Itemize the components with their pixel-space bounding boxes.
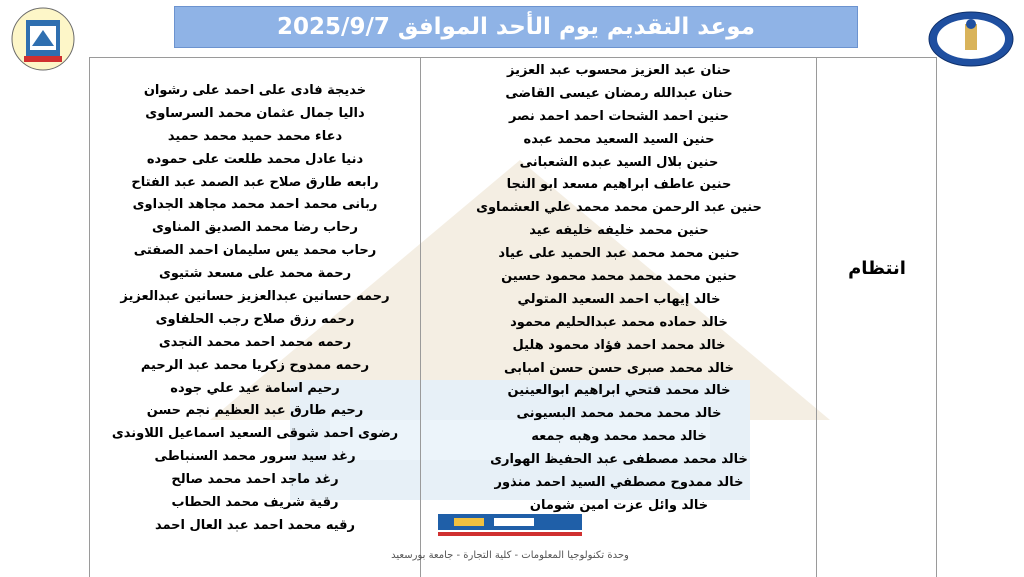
column-divider bbox=[816, 58, 817, 577]
faculty-logo bbox=[927, 10, 1015, 68]
student-name: حنين احمد الشحات احمد احمد نصر bbox=[508, 108, 730, 124]
student-name: رحمه رزق صلاح رجب الحلفاوى bbox=[155, 311, 355, 327]
student-name: رغد سيد سرور محمد السنباطى bbox=[154, 449, 356, 465]
student-name: رحمه حسانين عبدالعزيز حسانين عبدالعزيز bbox=[120, 289, 390, 305]
student-name: خالد محمد فتحي ابراهيم ابوالعينين bbox=[507, 383, 731, 399]
column-divider bbox=[420, 58, 421, 577]
header-bar bbox=[174, 6, 858, 48]
student-name: رحمه محمد احمد محمد النجدى bbox=[158, 334, 352, 350]
header-title: موعد التقديم يوم الأحد الموافق 2025/9/7 bbox=[277, 14, 755, 40]
student-name: خالد محمد محمد محمد البسيونى bbox=[516, 406, 722, 422]
footer-text: وحدة تكنولوجيا المعلومات - كلية التجارة - جامعة بورسعيد bbox=[391, 550, 629, 561]
student-name: رقية شريف محمد الحطاب bbox=[171, 495, 339, 511]
student-name: خديجة فادى على احمد على رشوان bbox=[143, 83, 367, 98]
student-name: دنيا عادل محمد طلعت على حموده bbox=[146, 151, 364, 167]
student-name: رحاب محمد يس سليمان احمد الصفتى bbox=[133, 243, 377, 259]
student-name: ربانى محمد احمد محمد مجاهد الجداوى bbox=[132, 197, 378, 213]
student-name: داليا جمال عثمان محمد السرساوى bbox=[145, 105, 365, 121]
student-name: حنان عبد العزيز محسوب عبد العزيز bbox=[507, 63, 731, 78]
student-name: خالد حماده محمد عبدالحليم محمود bbox=[510, 314, 728, 330]
student-name: حنين عبد الرحمن محمد محمد علي العشماوى bbox=[476, 200, 762, 216]
student-name: حنين عاطف ابراهيم مسعد ابو النجا bbox=[506, 177, 732, 193]
student-name: حنين السيد السعيد محمد عبده bbox=[523, 131, 715, 147]
student-name: حنين بلال السيد عبده الشعبانى bbox=[519, 154, 719, 170]
student-name: خالد محمد احمد فؤاد محمود هليل bbox=[512, 337, 726, 353]
student-name: خالد ممدوح مصطفي السيد احمد منذور bbox=[494, 475, 744, 491]
names-table bbox=[89, 57, 937, 577]
student-name: رابعه طارق صلاح عبد الصمد عبد الفتاح bbox=[131, 174, 379, 190]
student-name: رحمه ممدوح زكريا محمد عبد الرحيم bbox=[140, 357, 370, 373]
student-name: حنين محمد خليفه خليفه عيد bbox=[529, 223, 709, 239]
student-name: دعاء محمد حميد محمد حميد bbox=[167, 128, 343, 144]
student-name: رضوى احمد شوقى السعيد اسماعيل اللاوندى bbox=[111, 426, 399, 442]
student-name: رغد ماجد احمد محمد صالح bbox=[171, 472, 339, 488]
student-name: خالد محمد محمد وهبه جمعه bbox=[531, 429, 707, 445]
student-name: رقيه محمد احمد عبد العال احمد bbox=[154, 517, 356, 533]
student-name: رحمة محمد على مسعد شتيوى bbox=[158, 266, 352, 282]
student-name: رحيم طارق عبد العظيم نجم حسن bbox=[146, 403, 364, 419]
category-label: انتظام bbox=[848, 258, 906, 279]
student-name: خالد إيهاب احمد السعيد المتولي bbox=[517, 291, 721, 307]
student-name: حنين محمد محمد محمد محمود حسين bbox=[501, 269, 737, 285]
student-name: حنين محمد محمد عبد الحميد على عياد bbox=[498, 246, 740, 262]
names-column-right bbox=[422, 60, 816, 518]
it-unit-logo bbox=[434, 510, 586, 540]
student-name: خالد وائل عزت امين شومان bbox=[529, 497, 709, 513]
names-column-left bbox=[90, 80, 420, 538]
student-name: حنان عبدالله رمضان عيسى القاضى bbox=[505, 85, 733, 101]
student-name: رحيم اسامة عيد علي جوده bbox=[170, 380, 340, 396]
student-name: خالد محمد مصطفى عبد الحفيظ الهوارى bbox=[490, 452, 748, 468]
student-name: خالد محمد صبرى حسن حسن امبابى bbox=[503, 360, 735, 376]
student-name: رحاب رضا محمد الصديق المناوى bbox=[152, 220, 358, 236]
university-logo bbox=[10, 6, 76, 72]
